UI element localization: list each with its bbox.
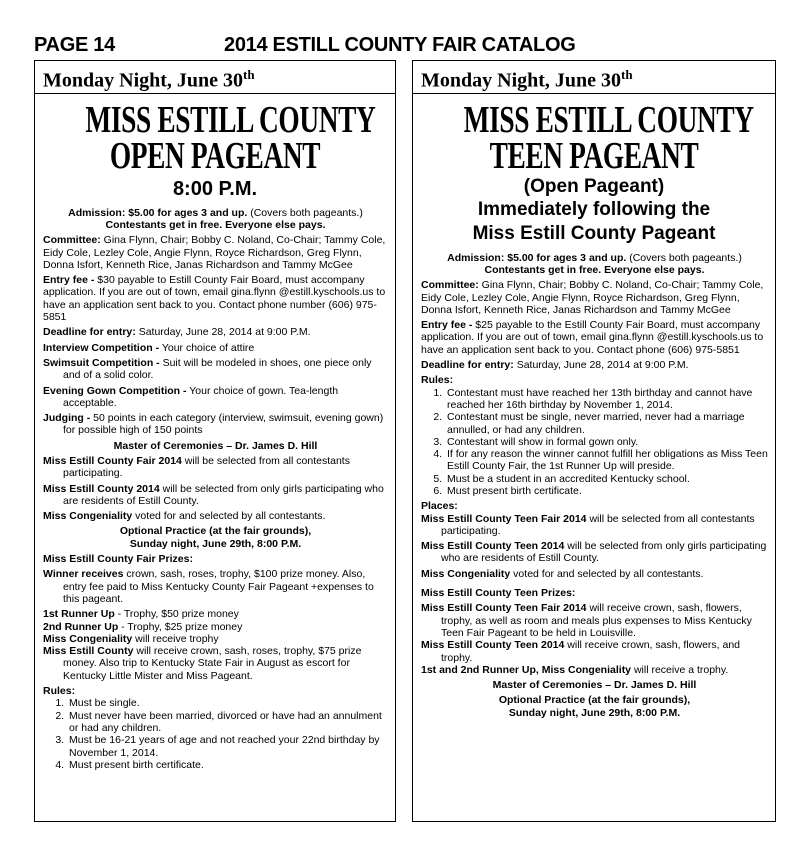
- rule-item: 4. Must present birth certificate.: [67, 759, 388, 771]
- judging: Judging - 50 points in each category (interview, swimsuit, evening gown) for possible high of 150 points: [43, 412, 384, 437]
- pageant-title-line1: MISS ESTILL COUNTY: [463, 98, 754, 141]
- master-of-ceremonies: Master of Ceremonies – Dr. James D. Hill: [492, 679, 697, 692]
- prize-winner: Winner receives crown, sash, roses, trophy, $100 prize money. Also, entry fee paid to Miss Kentucky County Fair Pageant +expenses to this pageant.: [43, 568, 374, 605]
- prize-teen-fair: Miss Estill County Teen Fair 2014 will receive crown, sash, flowers, trophy, as well as room and meals plus expenses to Miss Kentucky Teen Fair Pageant to be held in Louisville.: [421, 602, 752, 639]
- page-header: [34, 34, 594, 56]
- rules-heading: Rules:: [43, 685, 76, 698]
- gown-competition: Evening Gown Competition - Your choice of gown. Tea-length acceptable.: [43, 384, 339, 409]
- pageant-title-line1: MISS ESTILL COUNTY: [85, 98, 376, 141]
- teen-fair-selection: Miss Estill County Teen Fair 2014 will be selected from all contestants participating.: [421, 512, 755, 537]
- prize-runner-up-1: 1st Runner Up - Trophy, $50 prize money: [43, 608, 239, 621]
- committee: Committee: Gina Flynn, Chair; Bobby C. Noland, Co-Chair; Tammy Cole, Eidy Cole, Lezley Cole, Angie Flynn, Royce Richardson, Greg Flynn, Donna Isfort, Kenneth Rice, Janas Richardson and Tammy McGee: [421, 279, 764, 316]
- prizes-heading: Miss Estill County Fair Prizes:: [43, 553, 193, 566]
- date-banner: [35, 61, 395, 94]
- prize-runner-up-2: 2nd Runner Up - Trophy, $25 prize money: [43, 620, 243, 633]
- teen-selection: Miss Estill County Teen 2014 will be selected from only girls participating who are residents of Estill County.: [421, 540, 767, 565]
- following-note-line2: Miss Estill County Pageant: [472, 222, 716, 244]
- optional-practice: Optional Practice (at the fair grounds), Sunday night, June 29th, 8:00 P.M.: [498, 694, 691, 719]
- places-heading: Places:: [421, 500, 458, 513]
- prizes-heading: Miss Estill County Teen Prizes:: [421, 587, 576, 600]
- rule-item: 3. Contestant will show in formal gown only.: [445, 436, 768, 448]
- interview-competition: Interview Competition - Your choice of attire: [43, 341, 255, 354]
- pageant-details: [413, 252, 775, 719]
- date-banner: [413, 61, 775, 94]
- pageant-subtitle: (Open Pageant): [523, 175, 665, 197]
- event-date: Monday Night, June 30th: [421, 67, 633, 92]
- event-time: 8:00 P.M.: [172, 177, 258, 200]
- rules-heading: Rules:: [421, 374, 454, 387]
- rule-item: 1. Contestant must have reached her 13th birthday and cannot have reached her 16th birthday by November 1, 2014.: [445, 387, 768, 412]
- pageant-title-line2: TEEN PAGEANT: [489, 134, 699, 177]
- event-date: Monday Night, June 30th: [43, 67, 255, 92]
- page-number: PAGE 14: [34, 34, 115, 56]
- rule-item: 3. Must be 16-21 years of age and not reached your 22nd birthday by November 1, 2014.: [67, 734, 388, 759]
- rule-item: 1. Must be single.: [67, 697, 388, 709]
- prize-miss-estill-county: Miss Estill County will receive crown, sash, roses, trophy, $75 prize money. Also trip to Kentucky State Fair in August as escort for Kentucky Little Mister and Miss Pageant.: [43, 645, 362, 682]
- rule-item: 2. Contestant must be single, never married, never had a marriage annulled, or had any children.: [445, 411, 768, 436]
- congeniality-selection: Miss Congeniality voted for and selected by all contestants.: [421, 567, 704, 580]
- optional-practice: Optional Practice (at the fair grounds), Sunday night, June 29th, 8:00 P.M.: [119, 525, 312, 550]
- entry-fee: Entry fee - $30 payable to Estill County Fair Board, must accompany application. If you are out of town, email gina.flynn @estill.kyschools.us to have an application sent back to you. Contact phone number (606) 975-5851: [43, 274, 386, 324]
- deadline: Deadline for entry: Saturday, June 28, 2014 at 9:00 P.M.: [43, 326, 311, 339]
- committee: Committee: Gina Flynn, Chair; Bobby C. Noland, Co-Chair; Tammy Cole, Eidy Cole, Lezley Cole, Angie Flynn, Royce Richardson, Greg Flynn, Donna Isfort, Kenneth Rice, Janas Richardson and Tammy McGee: [43, 234, 386, 271]
- catalog-title: 2014 ESTILL COUNTY FAIR CATALOG: [224, 34, 576, 56]
- following-note-line1: Immediately following the: [477, 198, 711, 220]
- county-selection: Miss Estill County 2014 will be selected from only girls participating who are residents of Estill County.: [43, 482, 384, 507]
- deadline: Deadline for entry: Saturday, June 28, 2014 at 9:00 P.M.: [421, 359, 689, 372]
- rules-list: [421, 387, 768, 498]
- pageant-title-line2: OPEN PAGEANT: [109, 134, 321, 177]
- congeniality-selection: Miss Congeniality voted for and selected by all contestants.: [43, 510, 326, 523]
- master-of-ceremonies: Master of Ceremonies – Dr. James D. Hill: [113, 439, 318, 452]
- admission: Admission: $5.00 for ages 3 and up. (Covers both pageants.) Contestants get in free. Everyone else pays.: [447, 251, 742, 276]
- swimsuit-competition: Swimsuit Competition - Suit will be modeled in shoes, one piece only and of a solid color.: [43, 356, 372, 382]
- rule-item: 6. Must present birth certificate.: [445, 485, 768, 497]
- open-pageant-panel: [34, 60, 396, 822]
- rule-item: 2. Must never have been married, divorced or have had an annulment or had any children.: [67, 710, 388, 735]
- rules-list: [43, 697, 388, 771]
- prize-congeniality: Miss Congeniality will receive trophy: [43, 632, 219, 645]
- fair-selection: Miss Estill County Fair 2014 will be selected from all contestants participating.: [43, 455, 350, 480]
- pageant-details: [35, 207, 395, 771]
- admission: Admission: $5.00 for ages 3 and up. (Covers both pageants.) Contestants get in free. Everyone else pays.: [68, 206, 363, 231]
- entry-fee: Entry fee - $25 payable to the Estill County Fair Board, must accompany application. If you are out of town, email gina.flynn @estill.kyschools.us to have an application sent back to you. Contact phone (606) 975-5851: [421, 319, 764, 356]
- prize-teen: Miss Estill County Teen 2014 will receive crown, sash, flowers, and trophy.: [421, 639, 741, 664]
- rule-item: 4. If for any reason the winner cannot fulfill her obligations as Miss Teen Estill County Fair, the 1st Runner Up will preside.: [445, 448, 768, 473]
- prize-runners-up: 1st and 2nd Runner Up, Miss Congeniality will receive a trophy.: [421, 663, 729, 676]
- teen-pageant-panel: [412, 60, 776, 822]
- rule-item: 5. Must be a student in an accredited Kentucky school.: [445, 473, 768, 485]
